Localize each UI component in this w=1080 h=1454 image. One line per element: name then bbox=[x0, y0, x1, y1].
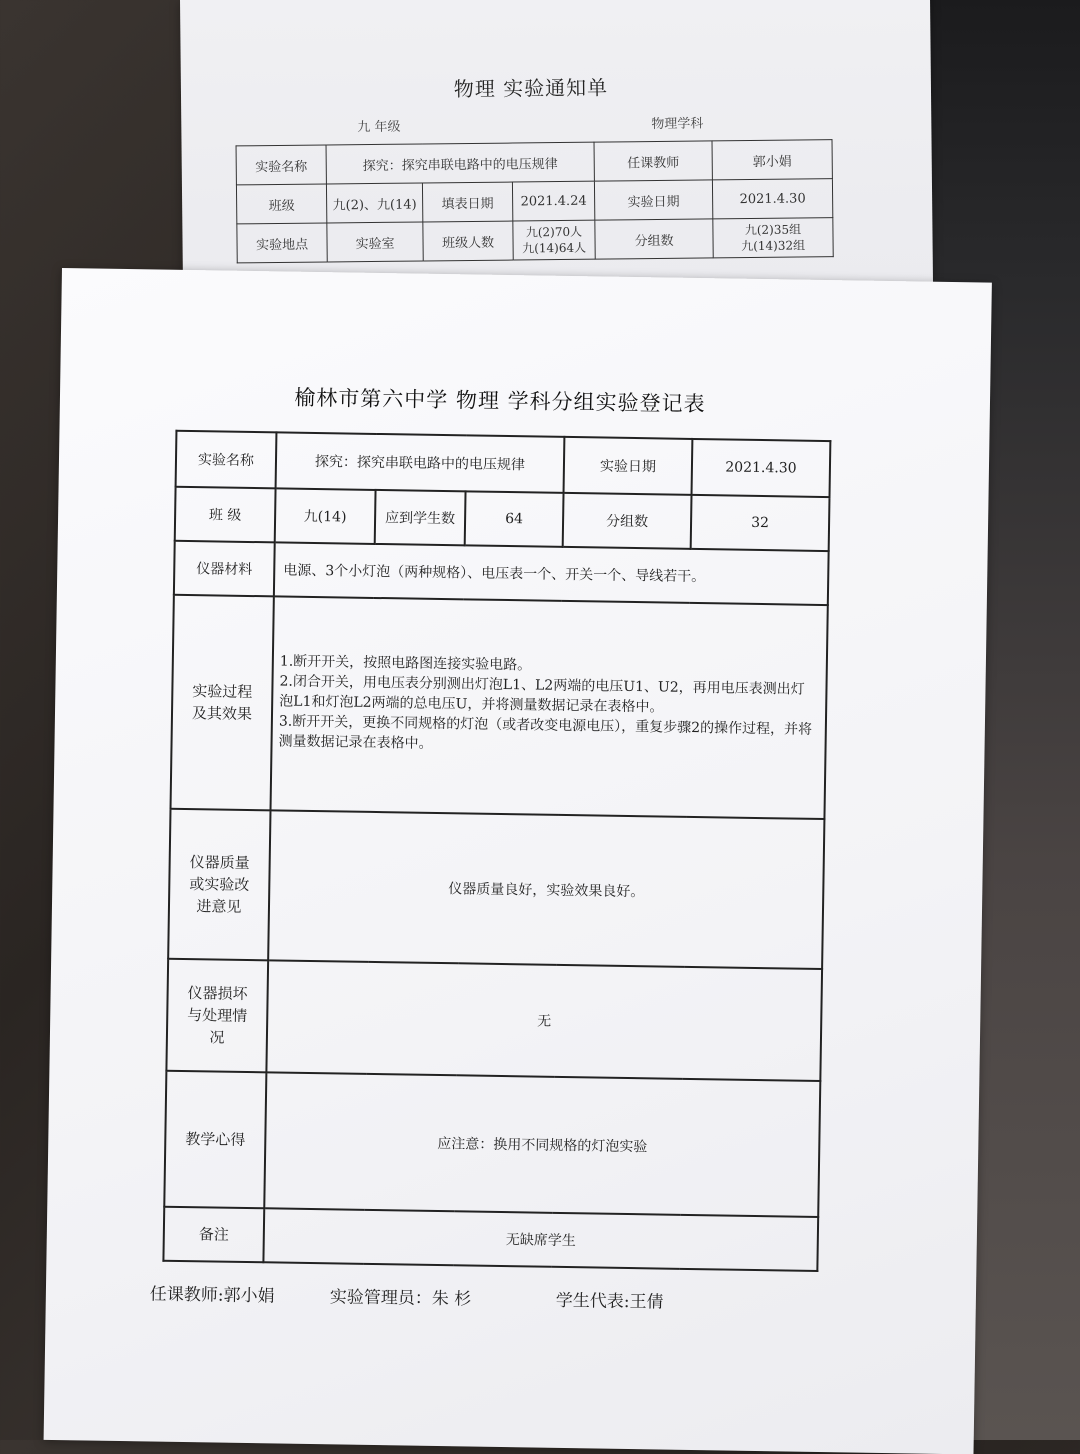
notice-fill-date-label: 填表日期 bbox=[422, 182, 512, 222]
notice-group-value-1: 九(2)35组 bbox=[744, 222, 802, 238]
register-quality-label-3: 进意见 bbox=[196, 897, 242, 916]
signature-student: 学生代表:王倩 bbox=[555, 1290, 664, 1313]
register-students-label: 应到学生数 bbox=[375, 490, 466, 545]
register-process-step-3: 3.断开开关，更换不同规格的灯泡（或者改变电源电压），重复步骤2的操作过程，并将测量数据记录在表格中。 bbox=[278, 713, 813, 752]
register-process-label-1: 实验过程 bbox=[192, 682, 253, 702]
notice-group-label: 分组数 bbox=[595, 219, 713, 259]
notice-count-value bbox=[513, 220, 595, 260]
register-students-value: 64 bbox=[465, 491, 564, 547]
register-quality-value: 仪器质量良好，实验效果良好。 bbox=[268, 810, 824, 969]
register-row-name bbox=[176, 431, 831, 497]
register-name-label: 实验名称 bbox=[176, 431, 277, 489]
register-damage-value: 无 bbox=[266, 960, 822, 1081]
notice-title: 物理 实验通知单 bbox=[453, 75, 609, 102]
register-sheet bbox=[44, 268, 992, 1454]
register-process-step-2: 2.闭合开关，用电压表分别测出灯泡L1、L2两端的电压U1、U2，再用电压表测出灯泡L1和灯泡L2两端的总电压U，并将测量数据记录在表格中。 bbox=[279, 673, 805, 716]
notice-table bbox=[236, 139, 834, 263]
signature-admin: 实验管理员：朱 杉 bbox=[329, 1287, 472, 1310]
notice-class-value: 九(2)、九(14) bbox=[326, 183, 422, 223]
notice-exp-date-label: 实验日期 bbox=[594, 180, 712, 220]
signature-teacher: 任课教师:郭小娟 bbox=[149, 1284, 275, 1307]
register-row-insight bbox=[164, 1071, 820, 1217]
register-process-label-2: 及其效果 bbox=[191, 704, 253, 724]
register-quality-label bbox=[168, 809, 270, 961]
register-damage-label-3: 况 bbox=[209, 1028, 225, 1047]
register-process-value bbox=[271, 596, 828, 819]
register-row-quality bbox=[168, 809, 824, 969]
register-class-value: 九(14) bbox=[275, 488, 376, 544]
notice-teacher-label: 任课教师 bbox=[594, 141, 712, 181]
register-damage-label-2: 与处理情 bbox=[187, 1006, 248, 1026]
register-date-label: 实验日期 bbox=[564, 437, 693, 495]
register-date-value: 2021.4.30 bbox=[692, 439, 831, 497]
notice-grade: 九 年级 bbox=[357, 119, 401, 136]
register-groups-value: 32 bbox=[691, 495, 830, 551]
notice-count-value-1: 九(2)70人 bbox=[525, 224, 583, 240]
notice-count-value-2: 九(14)64人 bbox=[522, 240, 587, 256]
register-remark-value: 无缺席学生 bbox=[263, 1208, 818, 1271]
notice-group-value bbox=[713, 218, 833, 258]
register-name-value: 探究：探究串联电路中的电压规律 bbox=[276, 432, 565, 493]
register-materials-label: 仪器材料 bbox=[174, 541, 275, 597]
register-process-label bbox=[171, 595, 274, 811]
notice-name-value: 探究：探究串联电路中的电压规律 bbox=[326, 142, 594, 184]
notice-row-place bbox=[237, 218, 833, 263]
register-row-remark bbox=[163, 1207, 818, 1271]
notice-place-value: 实验室 bbox=[327, 222, 423, 262]
register-remark-label: 备注 bbox=[163, 1207, 264, 1263]
register-quality-label-1: 仪器质量 bbox=[189, 853, 250, 873]
notice-name-label: 实验名称 bbox=[236, 145, 326, 185]
register-row-damage bbox=[166, 959, 822, 1081]
register-row-process bbox=[171, 595, 828, 819]
notice-exp-date-value: 2021.4.30 bbox=[712, 179, 832, 219]
notice-group-value-2: 九(14)32组 bbox=[741, 238, 806, 254]
register-damage-label bbox=[166, 959, 268, 1073]
register-insight-label: 教学心得 bbox=[164, 1071, 266, 1209]
notice-subject: 物理学科 bbox=[651, 116, 704, 133]
register-class-label: 班 级 bbox=[175, 487, 276, 543]
register-groups-label: 分组数 bbox=[563, 493, 692, 549]
register-table bbox=[162, 430, 831, 1272]
register-materials-value: 电源、3个小灯泡（两种规格）、电压表一个、开关一个、导线若干。 bbox=[274, 542, 829, 605]
notice-fill-date-value: 2021.4.24 bbox=[512, 181, 594, 221]
notice-place-label: 实验地点 bbox=[237, 223, 327, 263]
register-title: 榆林市第六中学 物理 学科分组实验登记表 bbox=[294, 385, 706, 417]
notice-row-class bbox=[236, 179, 832, 224]
register-quality-label-2: 或实验改 bbox=[189, 875, 250, 895]
register-insight-value: 应注意：换用不同规格的灯泡实验 bbox=[264, 1072, 820, 1217]
register-damage-label-1: 仪器损坏 bbox=[187, 984, 248, 1004]
notice-class-label: 班级 bbox=[236, 184, 326, 224]
register-process-step-1: 1.断开开关，按照电路图连接实验电路。 bbox=[279, 653, 532, 674]
notice-sheet bbox=[180, 0, 933, 290]
notice-teacher-value: 郭小娟 bbox=[712, 140, 832, 180]
notice-count-label: 班级人数 bbox=[423, 221, 513, 261]
notice-row-name bbox=[236, 140, 832, 185]
